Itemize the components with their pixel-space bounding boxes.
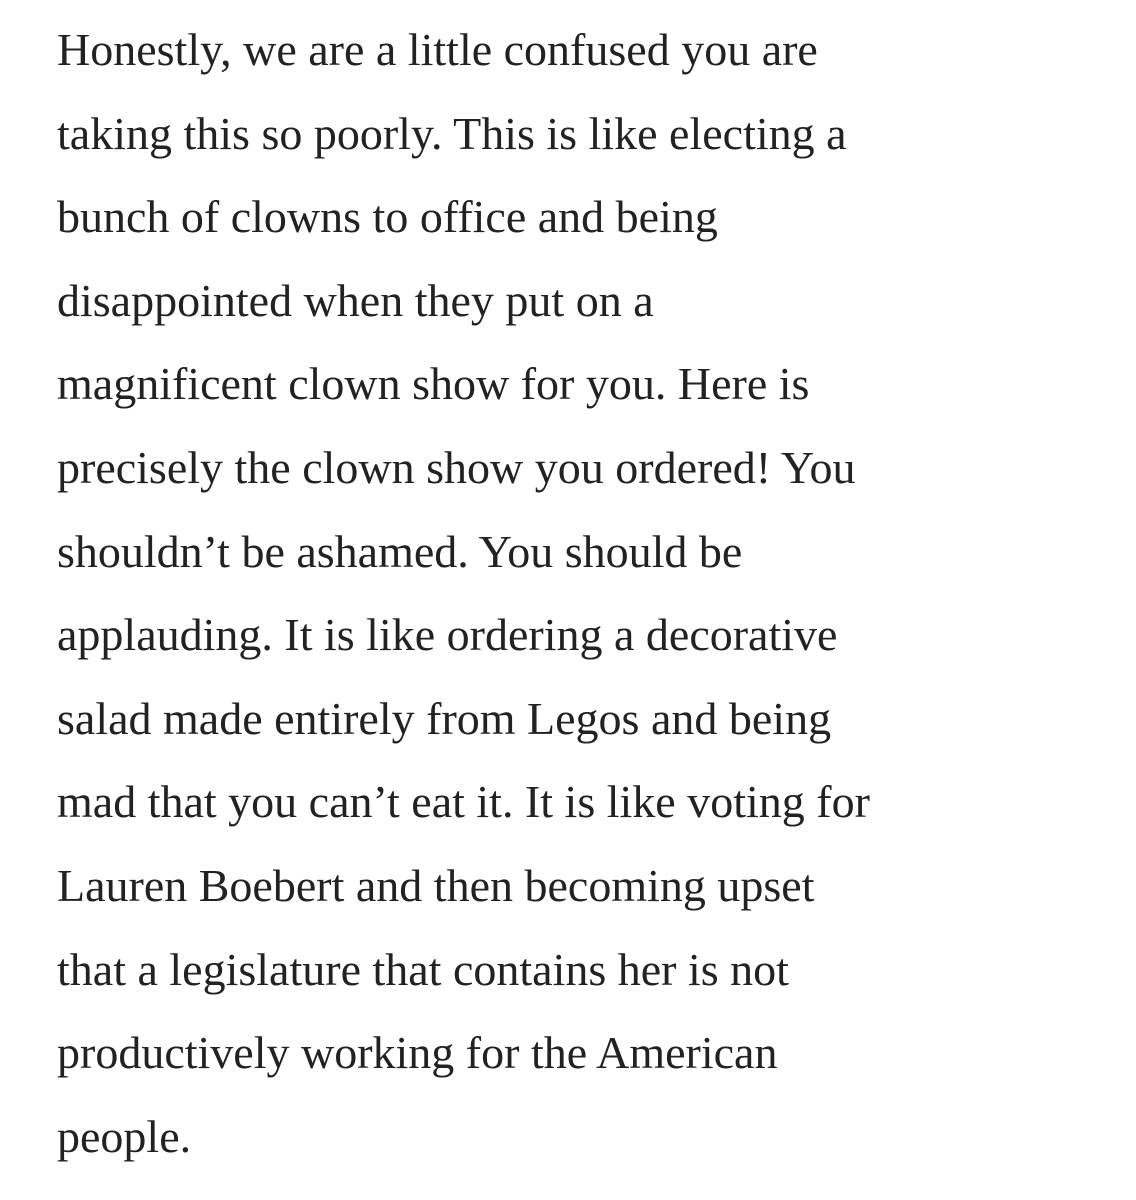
- paragraph-line-3: bunch of clowns to office and being: [57, 191, 718, 243]
- paragraph-line-10: mad that you can’t eat it. It is like voting for: [57, 776, 870, 828]
- paragraph-line-4: disappointed when they put on a: [57, 274, 654, 326]
- paragraph-line-6: precisely the clown show you ordered! You: [57, 441, 856, 493]
- paragraph-line-8: applauding. It is like ordering a decorative: [57, 609, 838, 661]
- paragraph-line-5: magnificent clown show for you. Here is: [57, 358, 810, 410]
- paragraph-line-14: people.: [57, 1110, 192, 1162]
- paragraph-line-7: shouldn’t be ashamed. You should be: [57, 525, 743, 577]
- paragraph-line-12: that a legislature that contains her is not: [57, 943, 789, 995]
- paragraph-line-9: salad made entirely from Legos and being: [57, 692, 832, 744]
- paragraph-line-2: taking this so poorly. This is like electing a: [57, 107, 847, 159]
- paragraph-line-11: Lauren Boebert and then becoming upset: [57, 859, 815, 911]
- article-paragraph: [57, 8, 1127, 1178]
- paragraph-line-1: Honestly, we are a little confused you are: [57, 24, 818, 75]
- paragraph-line-13: productively working for the American: [57, 1027, 778, 1079]
